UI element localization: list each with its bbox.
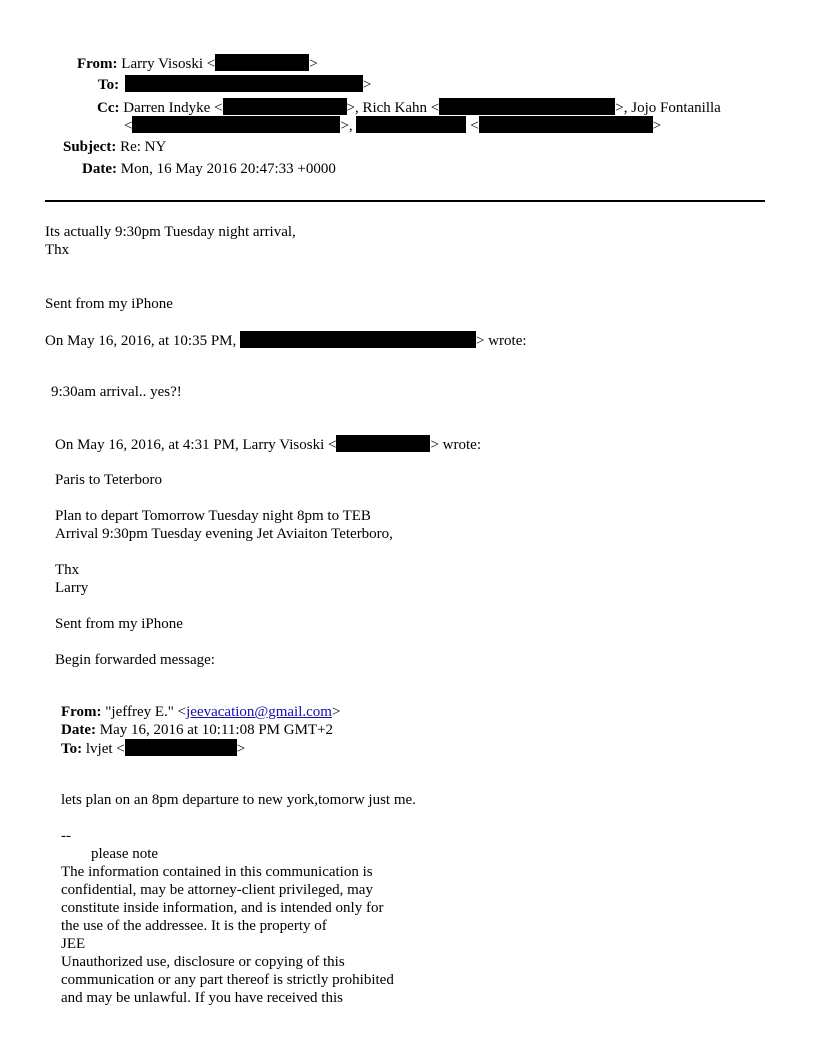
disclaimer-line: Unauthorized use, disclosure or copying of this: [61, 954, 345, 970]
fwd-to-close: >: [236, 741, 246, 757]
disclaimer-line: confidential, may be attorney-client privileged, may: [61, 882, 373, 898]
fwd-date-value: May 16, 2016 at 10:11:08 PM GMT+2: [99, 722, 334, 738]
fwd-to-name: lvjet <: [85, 741, 125, 757]
to-label: To:: [98, 77, 120, 93]
sent-from-2: Sent from my iPhone: [55, 616, 183, 632]
sent-from-1: Sent from my iPhone: [45, 296, 173, 312]
from-line: [77, 54, 318, 73]
date-line: [82, 160, 336, 178]
disclaimer-line: JEE: [61, 936, 86, 952]
fwd-date-label: Date:: [61, 722, 96, 738]
redaction-block: [215, 54, 309, 71]
disclaimer-line: constitute inside information, and is intended only for: [61, 900, 384, 916]
cc-name-3: >, Jojo Fontanilla: [615, 100, 721, 116]
cc-open: <: [470, 118, 479, 134]
from-name: Larry Visoski <: [121, 56, 216, 72]
fwd-from-name: "jeffrey E." <: [105, 704, 187, 720]
redaction-block: [356, 116, 466, 133]
redaction-block: [125, 739, 237, 756]
from-close: >: [309, 56, 318, 72]
fwd-from-close: >: [331, 704, 341, 720]
fwd-from-line: [61, 703, 340, 721]
cc-open: <: [124, 118, 133, 134]
quote1-prefix: On May 16, 2016, at 10:35 PM,: [45, 333, 237, 349]
quote1-suffix: > wrote:: [476, 333, 527, 349]
quote2-suffix: > wrote:: [430, 437, 481, 453]
redaction-block: [240, 331, 476, 348]
disclaimer-line: communication or any part thereof is strictly prohibited: [61, 972, 394, 988]
plan-line-1: Plan to depart Tomorrow Tuesday night 8pm to TEB: [55, 508, 371, 524]
fwd-email-link[interactable]: jeevacation@gmail.com: [186, 704, 332, 720]
cc-close: >: [652, 118, 662, 134]
redaction-block: [125, 75, 363, 92]
cc-line: [97, 98, 721, 117]
fwd-date-line: [61, 721, 333, 739]
fwd-from-label: From:: [61, 704, 102, 720]
disclaimer-line: the use of the addressee. It is the property of: [61, 918, 327, 934]
fwd-message: lets plan on an 8pm departure to new york,tomorw just me.: [61, 792, 416, 808]
disclaimer-line: The information contained in this communication is: [61, 864, 373, 880]
subject-label: Subject:: [63, 139, 117, 155]
redaction-block: [439, 98, 615, 115]
quote-header-1: [45, 331, 527, 350]
subject-line: [63, 138, 166, 156]
from-label: From:: [77, 56, 118, 72]
reply-1: 9:30am arrival.. yes?!: [51, 384, 182, 400]
forwarded-intro: Begin forwarded message:: [55, 652, 215, 668]
subject-value: Re: NY: [120, 139, 167, 155]
cc-name-1: Darren Indyke <: [123, 100, 223, 116]
quote2-prefix: On May 16, 2016, at 4:31 PM, Larry Visoski <: [55, 437, 337, 453]
header-divider: [45, 200, 765, 202]
cc-name-2: >, Rich Kahn <: [346, 100, 440, 116]
signature-dashes: --: [61, 828, 71, 844]
disclaimer-line: and may be unlawful. If you have received this: [61, 990, 343, 1006]
cc-comma: >,: [340, 118, 353, 134]
fwd-to-label: To:: [61, 741, 83, 757]
signature: Larry: [55, 580, 89, 596]
redaction-block: [336, 435, 430, 452]
thx-line: Thx: [55, 562, 80, 578]
fwd-to-line: [61, 739, 245, 758]
date-value: Mon, 16 May 2016 20:47:33 +0000: [120, 161, 336, 177]
note-title: please note: [91, 846, 159, 862]
route-line: Paris to Teterboro: [55, 472, 162, 488]
cc-line-2: [124, 116, 661, 135]
to-close: >: [362, 77, 372, 93]
plan-line-2: Arrival 9:30pm Tuesday evening Jet Aviaiton Teterboro,: [55, 526, 393, 542]
date-label: Date:: [82, 161, 117, 177]
to-line: [98, 75, 371, 94]
redaction-block: [223, 98, 347, 115]
quote-header-2: [55, 435, 481, 454]
redaction-block: [479, 116, 653, 133]
redaction-block: [132, 116, 340, 133]
body-line-1: Its actually 9:30pm Tuesday night arrival,: [45, 224, 296, 240]
body-line-2: Thx: [45, 242, 70, 258]
cc-label: Cc:: [97, 100, 120, 116]
